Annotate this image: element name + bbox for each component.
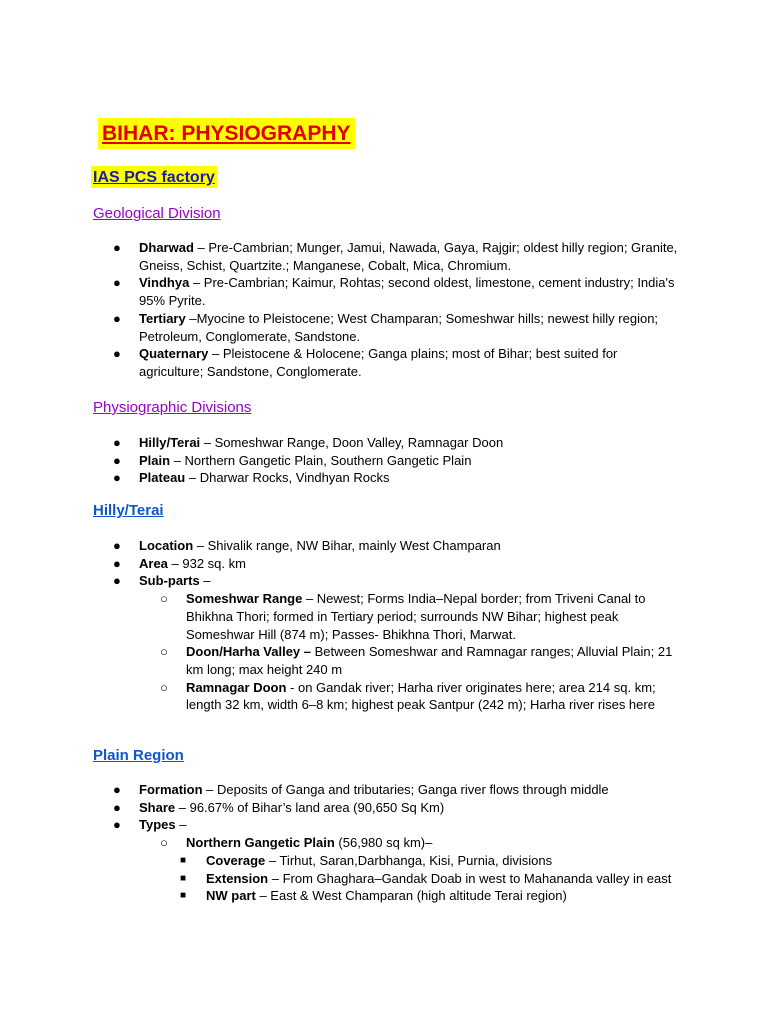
list-item: ● Plateau – Dharwar Rocks, Vindhyan Rocks	[113, 470, 390, 486]
bullet-icon: ●	[113, 470, 121, 486]
bullet-icon: ●	[113, 452, 121, 468]
physiographic-divisions-list	[113, 434, 683, 487]
bullet-icon: ●	[113, 346, 121, 362]
circle-bullet-icon: ○	[160, 835, 168, 851]
bullet-icon: ●	[113, 817, 121, 833]
bullet-icon: ●	[113, 240, 121, 255]
sub-sub-list-item: ■ NW part – East & West Champaran (high altitude Terai region)	[180, 888, 567, 904]
circle-bullet-icon: ○	[160, 679, 168, 695]
list-item: ● Plain – Northern Gangetic Plain, Southern Gangetic Plain	[113, 452, 472, 468]
hilly-terai-heading: Hilly/Terai	[93, 502, 164, 519]
bullet-icon: ●	[113, 573, 121, 589]
list-item: ● Dharwad – Pre-Cambrian; Munger, Jamui, Nawada, Gaya, Rajgir; oldest hilly region; Granite, Gneiss, Schist, Quartzite.; Manganese, Cobalt, Mica, Chromium.	[113, 240, 678, 273]
geological-division-heading: Geological Division	[93, 205, 221, 222]
sub-list-item: ○ Doon/Harha Valley – Between Someshwar and Ramnagar ranges; Alluvial Plain; 21 km long; max height 240 m	[160, 644, 673, 677]
physiographic-divisions-heading: Physiographic Divisions	[93, 399, 252, 416]
page-title: BIHAR: PHYSIOGRAPHY	[98, 118, 355, 149]
list-item: ● Area – 932 sq. km	[113, 555, 246, 571]
bullet-icon: ●	[113, 538, 121, 553]
list-item: ● Formation – Deposits of Ganga and tributaries; Ganga river flows through middle	[113, 782, 609, 797]
list-item: ● Vindhya – Pre-Cambrian; Kaimur, Rohtas; second oldest, limestone, cement industry; India's 95% Pyrite.	[113, 275, 675, 309]
square-bullet-icon: ■	[180, 890, 187, 902]
geological-division-list	[113, 239, 683, 381]
list-item: ● Location – Shivalik range, NW Bihar, mainly West Champaran	[113, 538, 501, 553]
sub-list-item: ○ Ramnagar Doon - on Gandak river; Harha river originates here; area 214 sq. km; length 32 km, width 6–8 km; highest peak Santpur (242 m); Harha river rises here	[160, 679, 656, 713]
plain-region-list	[113, 781, 683, 905]
plain-region-heading: Plain Region	[93, 747, 184, 764]
list-item: ● Types –	[113, 817, 187, 833]
bullet-icon: ●	[113, 310, 121, 326]
hilly-terai-list	[113, 537, 683, 714]
bullet-icon: ●	[113, 435, 121, 450]
bullet-icon: ●	[113, 782, 121, 797]
bullet-icon: ●	[113, 799, 121, 815]
square-bullet-icon: ■	[180, 854, 187, 866]
sub-sub-list-item: ■ Extension – From Ghaghara–Gandak Doab in west to Mahananda valley in east	[180, 870, 672, 886]
list-item: ● Sub-parts –	[113, 573, 211, 589]
sub-list-item: ○ Someshwar Range – Newest; Forms India–Nepal border; from Triveni Canal to Bhikhna Thori; formed in Tertiary period; surrounds NW Bihar; highest peak Someshwar Hill (874 m); Passes- Bhikhna Thori, Marwat.	[160, 591, 646, 642]
page-subtitle: IAS PCS factory	[91, 166, 217, 188]
sub-sub-list-item: ■ Coverage – Tirhut, Saran,Darbhanga, Kisi, Purnia, divisions	[180, 852, 553, 868]
bullet-icon: ●	[113, 555, 121, 571]
list-item: ● Share – 96.67% of Bihar’s land area (90,650 Sq Km)	[113, 799, 445, 815]
sub-list-item: ○ Northern Gangetic Plain (56,980 sq km)–	[160, 835, 433, 851]
list-item: ● Tertiary –Myocine to Pleistocene; West Champaran; Someshwar hills; newest hilly region; Petroleum, Conglomerate, Sandstone.	[113, 310, 659, 344]
list-item: ● Quaternary – Pleistocene & Holocene; Ganga plains; most of Bihar; best suited for agriculture; Sandstone, Conglomerate.	[113, 346, 618, 379]
list-item: ● Hilly/Terai – Someshwar Range, Doon Valley, Ramnagar Doon	[113, 435, 504, 450]
square-bullet-icon: ■	[180, 872, 187, 884]
circle-bullet-icon: ○	[160, 644, 168, 660]
circle-bullet-icon: ○	[160, 591, 168, 607]
bullet-icon: ●	[113, 275, 121, 291]
